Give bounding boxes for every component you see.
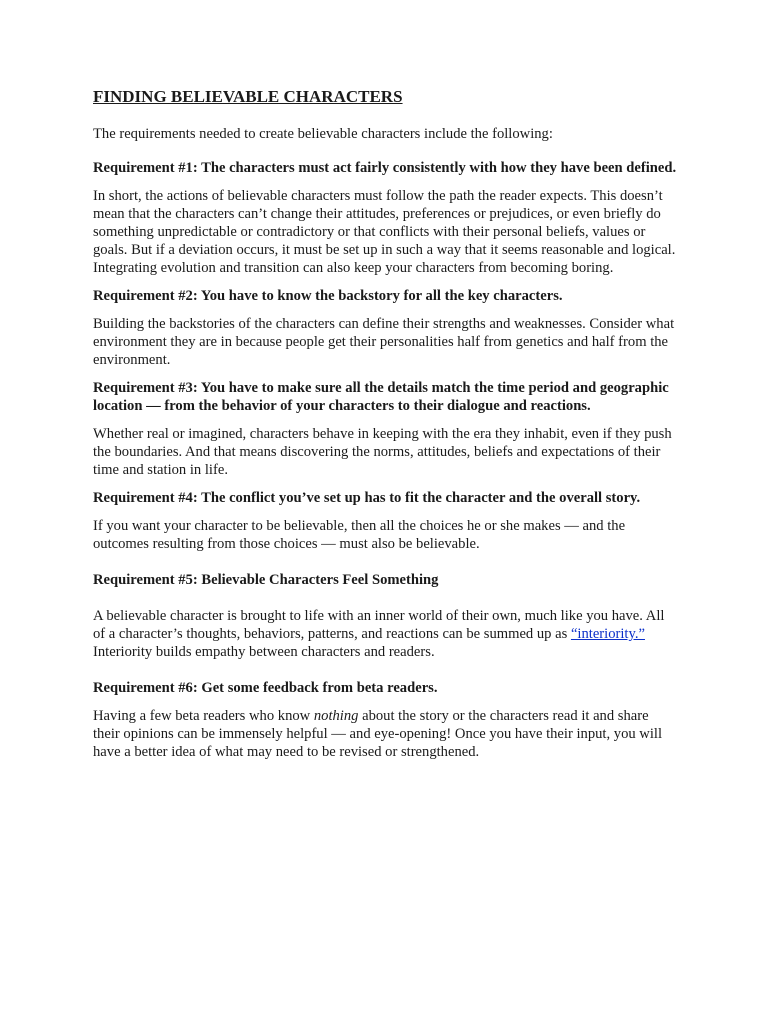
requirement-6-body-after-em: about the story or the characters read it and share their opinions can be immensely helpful — and eye-opening! Once you have their input, you will have a better idea of what may need to be revised or strengthened.	[93, 708, 663, 760]
interiority-link[interactable]: “interiority.”	[570, 626, 645, 642]
requirement-3-heading: Requirement #3: You have to make sure all the details match the time period and geographic location — from the behavior of your characters to their dialogue and reactions.	[93, 380, 669, 414]
requirement-5-heading	[93, 571, 678, 589]
requirement-2-heading: Requirement #2: You have to know the backstory for all the key characters.	[93, 288, 563, 304]
requirement-6-body	[93, 707, 678, 761]
requirement-5-body	[93, 607, 678, 661]
requirement-1-body: In short, the actions of believable characters must follow the path the reader expects. This doesn’t mean that the characters can’t change their attitudes, preferences or prejudices, or even briefly do something unpredictable or contradictory or that conflicts with their personal beliefs, values or goals. But if a deviation occurs, it must be set up in such a way that it seems reasonable and logical. Integrating evolution and transition can also keep your characters from becoming boring.	[93, 188, 676, 276]
requirement-5-prefix: Requirement #5:	[93, 572, 202, 588]
requirement-4-heading: Requirement #4: The conflict you’ve set up has to fit the character and the overall story.	[93, 490, 641, 506]
requirement-5-body-after-link: Interiority builds empathy between characters and readers.	[93, 644, 435, 660]
emphasis-nothing: nothing	[313, 708, 359, 724]
intro-paragraph: The requirements needed to create believable characters include the following:	[93, 126, 553, 142]
requirement-5-body-before-link: A believable character is brought to life with an inner world of their own, much like you have. All of a character’s thoughts, behaviors, patterns, and reactions can be summed up as	[93, 608, 665, 642]
requirement-6-body-before-em: Having a few beta readers who know	[93, 708, 314, 724]
document-title: FINDING BELIEVABLE CHARACTERS	[93, 87, 403, 106]
requirement-5-title: Believable Characters Feel Something	[201, 572, 439, 588]
requirement-4-body: If you want your character to be believable, then all the choices he or she makes — and the outcomes resulting from those choices — must also be believable.	[93, 518, 626, 552]
requirement-1-heading: Requirement #1: The characters must act fairly consistently with how they have been defined.	[93, 160, 677, 176]
requirement-2-body: Building the backstories of the characters can define their strengths and weaknesses. Consider what environment they are in because people get their personalities half from genetics and half from the environment.	[93, 316, 675, 368]
requirement-3-body: Whether real or imagined, characters behave in keeping with the era they inhabit, even if they push the boundaries. And that means discovering the norms, attitudes, beliefs and expectations of their time and station in life.	[93, 426, 672, 478]
requirement-6-heading: Requirement #6: Get some feedback from beta readers.	[93, 680, 438, 696]
